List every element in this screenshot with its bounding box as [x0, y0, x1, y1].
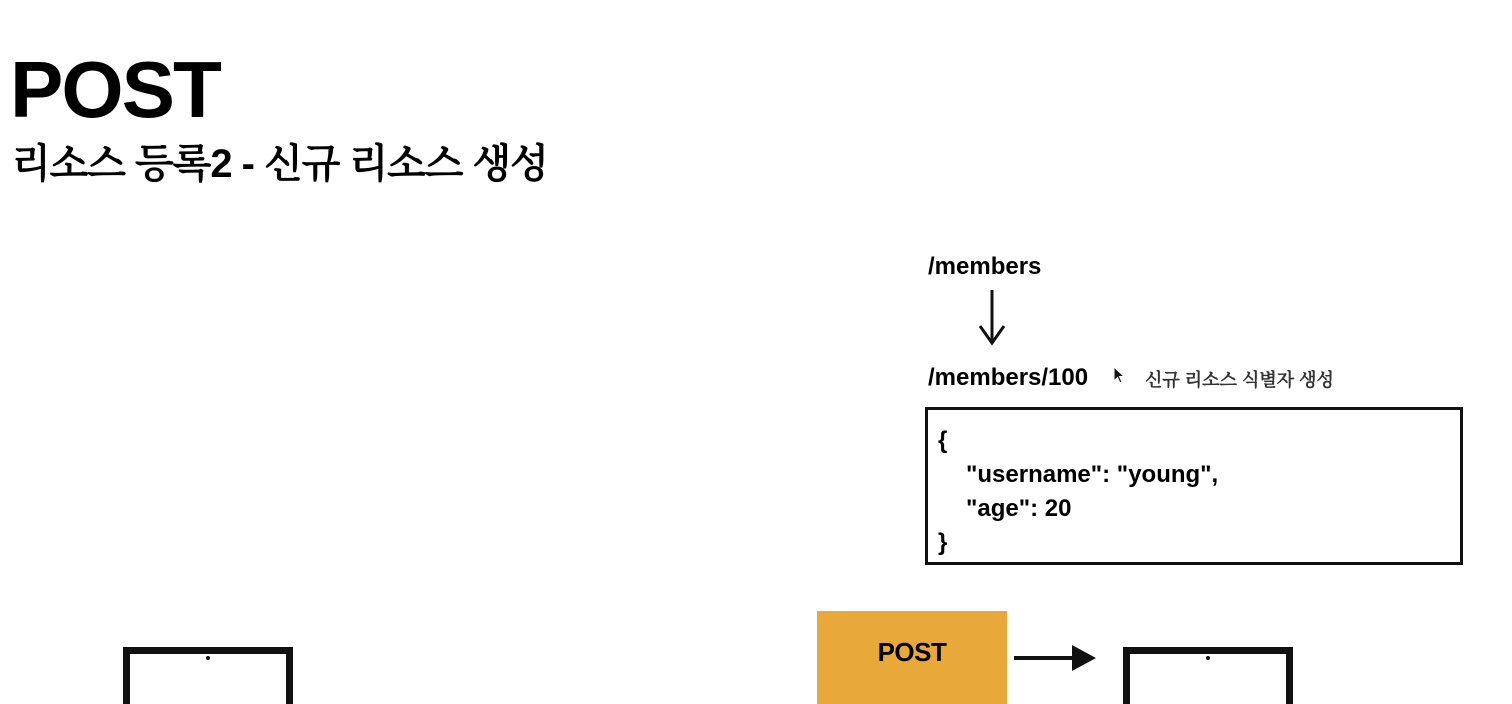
server-laptop-icon — [1123, 647, 1293, 704]
new-resource-path-label: /members/100 — [928, 364, 1089, 391]
identifier-annotation: 신규 리소스 식별자 생성 — [1145, 370, 1334, 390]
json-close-brace: } — [938, 529, 948, 556]
json-body-box — [925, 407, 1463, 565]
client-laptop-icon — [123, 647, 293, 704]
server-camera-dot — [1206, 656, 1210, 660]
down-arrow-icon — [976, 288, 1008, 350]
client-camera-dot — [206, 656, 210, 660]
json-open-brace: { — [938, 427, 948, 454]
slide-title: POST — [10, 45, 220, 134]
json-username-line: "username": "young", — [966, 461, 1219, 488]
post-method-label: POST — [877, 637, 947, 667]
right-arrow-icon — [1012, 641, 1098, 675]
slide-subtitle: 리소스 등록2 - 신규 리소스 생성 — [12, 142, 548, 186]
json-age-line: "age": 20 — [966, 495, 1072, 522]
mouse-cursor-icon — [1113, 366, 1127, 384]
collection-path-label: /members — [928, 253, 1042, 280]
post-method-box — [817, 611, 1007, 704]
